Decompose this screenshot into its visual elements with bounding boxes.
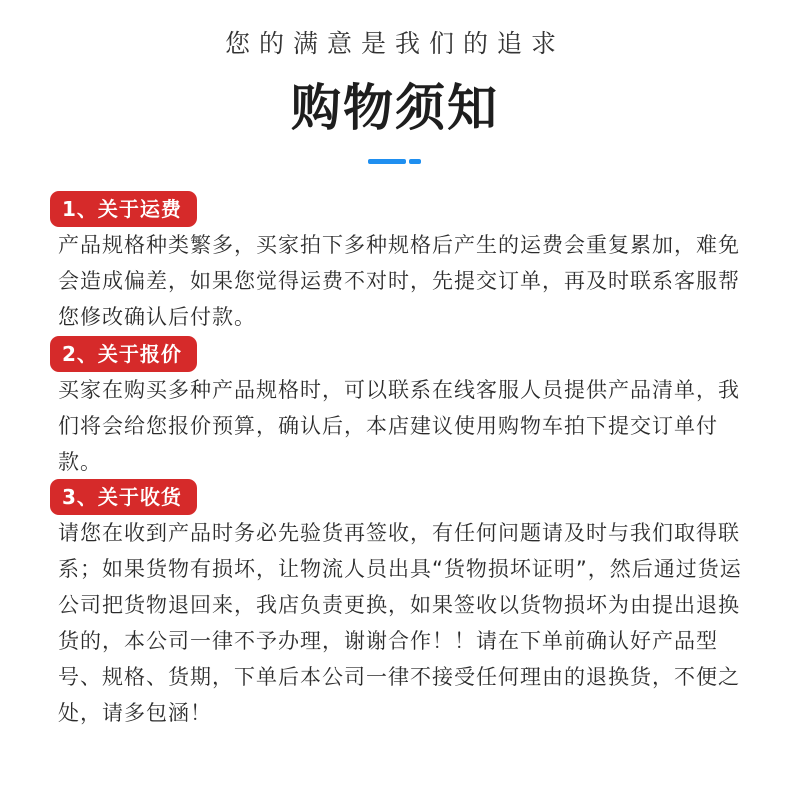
section-text-quotation: 买家在购买多种产品规格时，可以联系在线客服人员提供产品清单，我们将会给您报价预算，确认后，本店建议使用购物车拍下提交订单付款。 — [58, 378, 740, 474]
section-shipping-fee — [50, 191, 750, 335]
title-divider — [368, 159, 421, 164]
divider-short-segment — [409, 159, 421, 164]
section-label-quotation: 2、关于报价 — [50, 336, 197, 372]
section-text-shipping-fee: 产品规格种类繁多，买家拍下多种规格后产生的运费会重复累加，难免会造成偏差，如果您觉得运费不对时，先提交订单，再及时联系客服帮您修改确认后付款。 — [58, 233, 740, 329]
section-text-receiving: 请您在收到产品时务必先验货再签收，有任何问题请及时与我们取得联系；如果货物有损坏，让物流人员出具“货物损坏证明”，然后通过货运公司把货物退回来，我店负责更换，如果签收以货物损坏为由提出退换货的，本公司一律不予办理，谢谢合作！！请在下单前确认好产品型号、规格、货期，下单后本公司一律不接受任何理由的退换货，不便之处，请多包涵！ — [58, 521, 742, 725]
section-quotation — [50, 336, 750, 480]
section-receiving — [50, 479, 750, 731]
page-subtitle: 您的满意是我们的追求 — [224, 29, 565, 58]
divider-long-segment — [368, 159, 406, 164]
page-title: 购物须知 — [291, 79, 499, 137]
section-label-shipping-fee: 1、关于运费 — [50, 191, 197, 227]
section-label-receiving: 3、关于收货 — [50, 479, 197, 515]
